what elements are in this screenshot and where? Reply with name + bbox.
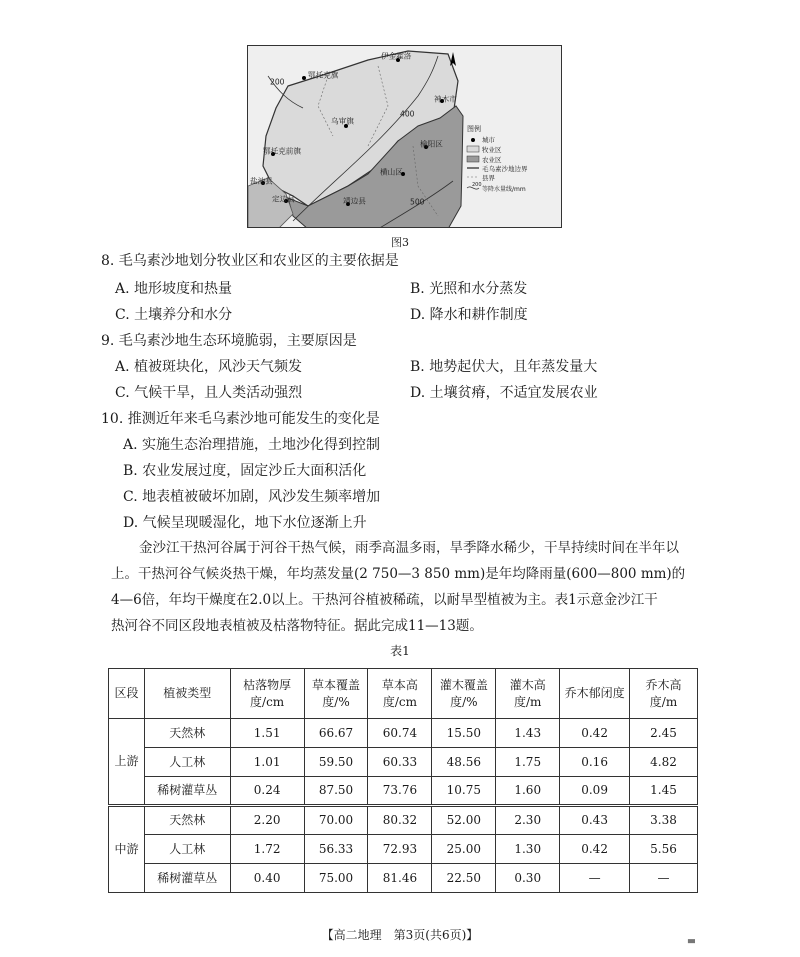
q8-stem: 8. 毛乌素沙地划分牧业区和农业区的主要依据是	[101, 253, 399, 269]
q8-option-c: C. 土壤养分和水分	[115, 307, 233, 323]
table-cell: 0.43	[560, 806, 630, 835]
header-cell: 乔木郁闭度	[560, 669, 630, 719]
table-cell: 10.75	[432, 777, 496, 806]
table-cell: —	[630, 864, 698, 893]
table-cell: 0.30	[496, 864, 560, 893]
table-cell: 0.24	[230, 777, 304, 806]
table-cell: 56.33	[304, 835, 368, 864]
label-iso-200: 200	[270, 78, 285, 87]
header-cell: 区段	[109, 669, 145, 719]
table-cell: 60.33	[368, 748, 432, 777]
q10-option-a: A. 实施生态治理措施，土地沙化得到控制	[123, 437, 381, 453]
label-iso-400: 400	[400, 110, 415, 119]
table-cell: 48.56	[432, 748, 496, 777]
table-cell: 70.00	[304, 806, 368, 835]
table-cell: 人工林	[144, 835, 230, 864]
q9-option-d: D. 土壤贫瘠，不适宜发展农业	[410, 385, 598, 401]
header-cell: 草本覆盖度/%	[304, 669, 368, 719]
legend-item-isohyet: 等降水量线/mm	[482, 186, 526, 194]
header-cell: 灌木覆盖度/%	[432, 669, 496, 719]
label-dingbian: 定边县	[272, 194, 295, 204]
legend-item-agri: 农业区	[482, 156, 502, 165]
q8-option-b: B. 光照和水分蒸发	[410, 281, 528, 297]
legend-item-pasture: 牧业区	[482, 146, 502, 155]
q10-option-c: C. 地表植被破坏加剧，风沙发生频率增加	[123, 489, 381, 505]
label-yuyang: 榆阳区	[420, 139, 443, 149]
map-drawing	[248, 46, 562, 228]
map-figure	[247, 45, 562, 228]
label-etuokeqian: 鄂托克前旗	[263, 146, 301, 156]
table-cell: 60.74	[368, 719, 432, 748]
label-hengshan: 横山区	[380, 167, 403, 177]
q8-option-d: D. 降水和耕作制度	[410, 307, 528, 323]
table-row	[109, 835, 698, 864]
label-etuoke: 鄂托克旗	[308, 70, 339, 80]
table-cell: 3.38	[630, 806, 698, 835]
table-row	[109, 719, 698, 748]
legend-title: 图例	[467, 125, 481, 133]
q9-option-b: B. 地势起伏大，且年蒸发量大	[410, 359, 598, 375]
legend-item-county: 县界	[482, 174, 495, 183]
passage-line-3: 4—6倍，年均干燥度在2.0以上。干热河谷植被稀疏，以耐旱型植被为主。表1示意金沙江干	[111, 592, 658, 608]
legend-iso-sample: 200	[472, 181, 482, 188]
figure-caption: 图3	[391, 236, 409, 249]
corner-mark: ▃	[688, 934, 695, 944]
table-cell: 2.30	[496, 806, 560, 835]
table-cell: 1.43	[496, 719, 560, 748]
table-cell: 52.00	[432, 806, 496, 835]
table-cell: 稀树灌草丛	[144, 777, 230, 806]
table-cell: 81.46	[368, 864, 432, 893]
label-shenmu: 神木市	[434, 94, 457, 104]
table-cell: 1.30	[496, 835, 560, 864]
table-row	[109, 777, 698, 806]
table-cell: 1.60	[496, 777, 560, 806]
table-cell: —	[560, 864, 630, 893]
table-cell: 0.42	[560, 719, 630, 748]
label-jingbian: 靖边县	[343, 196, 366, 206]
passage-line-1: 金沙江干热河谷属于河谷干热气候，雨季高温多雨，旱季降水稀少，干旱持续时间在半年以	[139, 540, 679, 556]
header-cell: 枯落物厚度/cm	[230, 669, 304, 719]
table-cell: 25.00	[432, 835, 496, 864]
legend-item-boundary: 毛乌素沙地边界	[482, 165, 528, 174]
table-cell: 75.00	[304, 864, 368, 893]
table-row	[109, 806, 698, 835]
table-cell: 66.67	[304, 719, 368, 748]
table-cell: 1.75	[496, 748, 560, 777]
label-yijinhuoluo: 伊金霍洛	[381, 51, 412, 61]
q8-option-a: A. 地形坡度和热量	[115, 281, 233, 297]
table-caption: 表1	[390, 644, 410, 658]
q9-option-c: C. 气候干旱，且人类活动强烈	[115, 385, 303, 401]
segment-cell: 上游	[109, 719, 145, 806]
table-cell: 0.42	[560, 835, 630, 864]
table-row	[109, 748, 698, 777]
table-cell: 1.51	[230, 719, 304, 748]
table-cell: 天然林	[144, 806, 230, 835]
table-cell: 15.50	[432, 719, 496, 748]
header-cell: 植被类型	[144, 669, 230, 719]
passage-line-2: 上。干热河谷气候炎热干燥，年均蒸发量(2 750—3 850 mm)是年均降雨量(600—800 mm)的	[111, 566, 686, 582]
vegetation-table	[108, 668, 698, 893]
table-cell: 59.50	[304, 748, 368, 777]
table-cell: 2.45	[630, 719, 698, 748]
table-cell: 0.40	[230, 864, 304, 893]
table-cell: 天然林	[144, 719, 230, 748]
label-wushen: 乌审旗	[331, 116, 354, 126]
table-cell: 72.93	[368, 835, 432, 864]
q10-stem: 10. 推测近年来毛乌素沙地可能发生的变化是	[101, 411, 380, 427]
table-cell: 稀树灌草丛	[144, 864, 230, 893]
table-cell: 2.20	[230, 806, 304, 835]
table-cell: 80.32	[368, 806, 432, 835]
table-cell: 人工林	[144, 748, 230, 777]
q10-option-d: D. 气候呈现暖湿化，地下水位逐渐上升	[123, 515, 367, 531]
table-cell: 5.56	[630, 835, 698, 864]
table-cell: 0.16	[560, 748, 630, 777]
table-cell: 4.82	[630, 748, 698, 777]
header-cell: 乔木高度/m	[630, 669, 698, 719]
table-cell: 87.50	[304, 777, 368, 806]
q9-option-a: A. 植被斑块化，风沙天气频发	[115, 359, 303, 375]
segment-cell: 中游	[109, 806, 145, 893]
header-cell: 灌木高度/m	[496, 669, 560, 719]
table-row	[109, 864, 698, 893]
table-header-row	[109, 669, 698, 719]
legend-item-city: 城市	[482, 136, 495, 145]
table-cell: 1.72	[230, 835, 304, 864]
table-cell: 73.76	[368, 777, 432, 806]
q9-stem: 9. 毛乌素沙地生态环境脆弱，主要原因是	[101, 333, 357, 349]
table-cell: 0.09	[560, 777, 630, 806]
label-yanchi: 盐池县	[250, 176, 273, 186]
header-cell: 草本高度/cm	[368, 669, 432, 719]
label-iso-500: 500	[410, 198, 425, 207]
table-cell: 22.50	[432, 864, 496, 893]
q10-option-b: B. 农业发展过度，固定沙丘大面积活化	[123, 463, 367, 479]
table-cell: 1.01	[230, 748, 304, 777]
passage-line-4: 热河谷不同区段地表植被及枯落物特征。据此完成11—13题。	[111, 618, 483, 634]
table-cell: 1.45	[630, 777, 698, 806]
page-footer: 【高二地理 第3页(共6页)】	[321, 928, 479, 942]
